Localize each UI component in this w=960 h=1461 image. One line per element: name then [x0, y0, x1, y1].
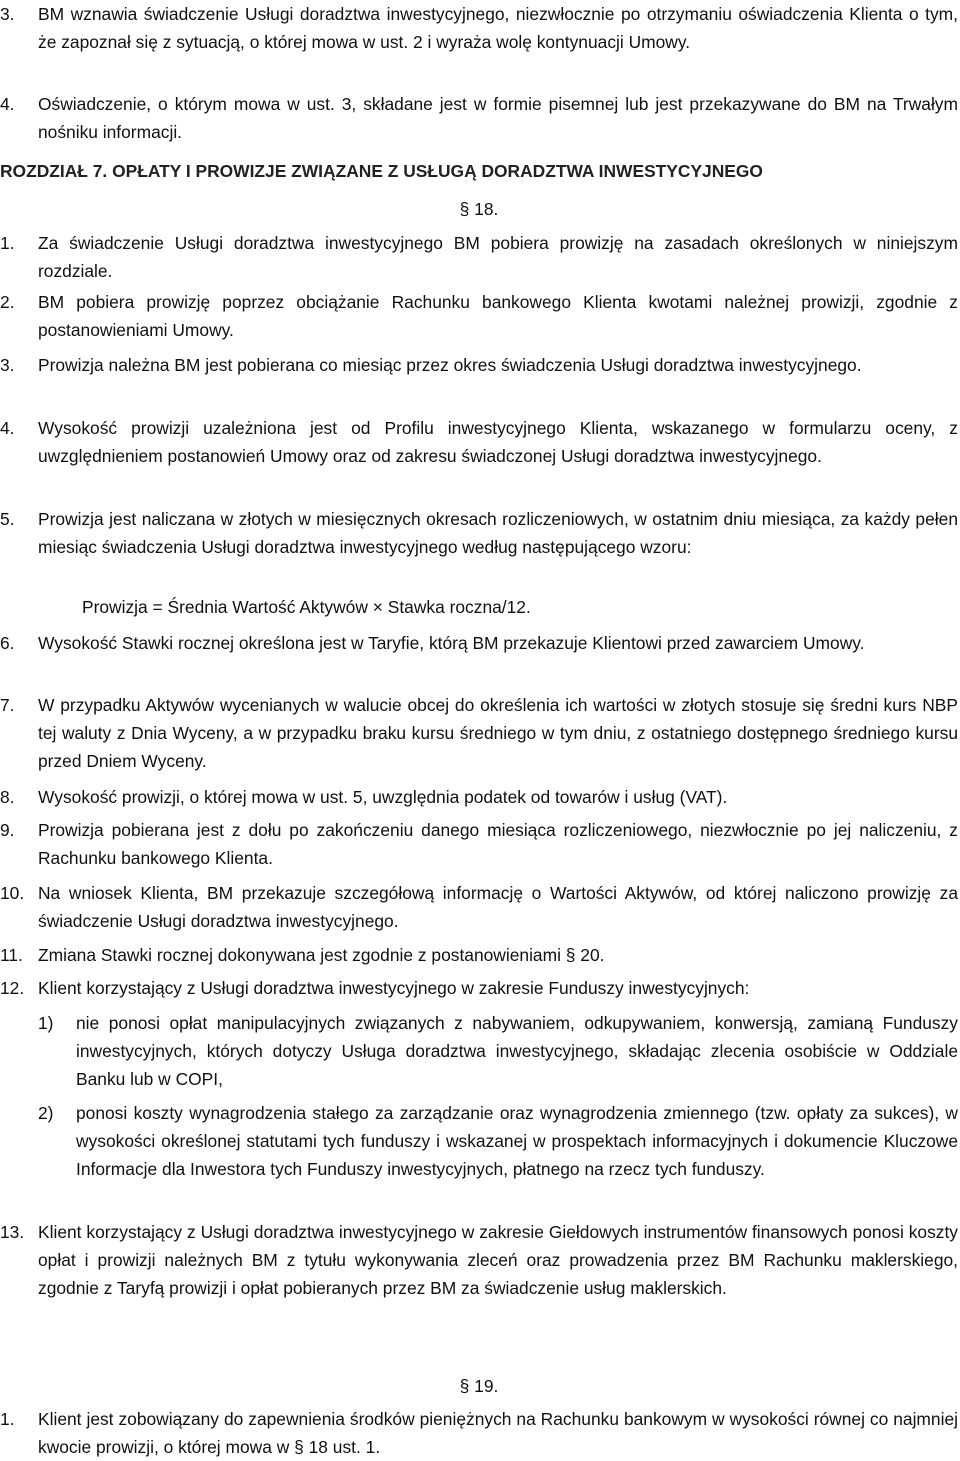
item-number: 6.	[0, 633, 15, 653]
sub-item-text: nie ponosi opłat manipulacyjnych związanych z nabywaniem, odkupywaniem, konwersją, zamianą Funduszy inwestycyjnych, których dotyczy Usługa doradztwa inwestycyjnego, składając zlecenia osobiście w Oddziale Banku lub w COPI,	[76, 1013, 958, 1090]
item-text: Zmiana Stawki rocznej dokonywana jest zgodnie z postanowieniami § 20.	[38, 945, 605, 965]
item-number: 9.	[0, 820, 15, 840]
list-item	[0, 229, 958, 285]
item-text: BM wznawia świadczenie Usługi doradztwa inwestycyjnego, niezwłocznie po otrzymaniu oświadczenia Klienta o tym, że zapoznał się z sytuacją, o której mowa w ust. 2 i wyraża wolę kontynuacji Umowy.	[38, 4, 958, 53]
chapter-heading: ROZDZIAŁ 7. OPŁATY I PROWIZJE ZWIĄZANE Z USŁUGĄ DORADZTWA INWESTYCYJNEGO	[0, 161, 763, 181]
formula: Prowizja = Średnia Wartość Aktywów × Stawka roczna/12.	[82, 597, 531, 617]
list-item	[0, 1218, 958, 1303]
list-item	[0, 974, 958, 1002]
list-item	[0, 288, 958, 344]
item-text: Klient korzystający z Usługi doradztwa inwestycyjnego w zakresie Giełdowych instrumentów finansowych ponosi koszty opłat i prowizji należnych BM z tytułu wykonywania zleceń oraz prowadzenia przez BM Rachunku maklerskiego, zgodnie z Taryfą prowizji i opłat pobieranych przez BM za świadczenie usług maklerskich.	[38, 1222, 958, 1299]
item-number: 7.	[0, 695, 15, 715]
list-item	[0, 1405, 958, 1461]
sub-list-item	[38, 1009, 958, 1094]
item-text: Prowizja jest naliczana w złotych w miesięcznych okresach rozliczeniowych, w ostatnim dniu miesiąca, za każdy pełen miesiąc świadczenia Usługi doradztwa inwestycyjnego według następującego wzoru:	[38, 509, 958, 558]
list-item	[0, 505, 958, 561]
list-item	[0, 414, 958, 470]
sub-item-text: ponosi koszty wynagrodzenia stałego za zarządzanie oraz wynagrodzenia zmiennego (tzw. opłaty za sukces), w wysokości określonej statutami tych funduszy i wskazanej w prospektach informacyjnych i dokumencie Kluczowe Informacje dla Inwestora tych Funduszy inwestycyjnych, płatnego na rzecz tych funduszy.	[76, 1103, 958, 1180]
item-text: Wysokość prowizji, o której mowa w ust. 5, uwzględnia podatek od towarów i usług (VAT).	[38, 787, 728, 807]
item-text: Oświadczenie, o którym mowa w ust. 3, składane jest w formie pisemnej lub jest przekazywane do BM na Trwałym nośniku informacji.	[38, 94, 958, 143]
list-item	[0, 629, 958, 657]
item-number: 3.	[0, 4, 15, 24]
item-number: 4.	[0, 94, 15, 114]
list-item	[0, 816, 958, 872]
list-item	[0, 691, 958, 776]
item-number: 12.	[0, 978, 25, 998]
item-number: 1.	[0, 233, 15, 253]
sub-item-number: 2)	[38, 1103, 54, 1123]
list-item	[0, 941, 958, 969]
item-number: 10.	[0, 883, 25, 903]
item-text: Prowizja pobierana jest z dołu po zakończeniu danego miesiąca rozliczeniowego, niezwłocznie po jej naliczeniu, z Rachunku bankowego Klienta.	[38, 820, 958, 869]
list-item	[0, 351, 958, 379]
item-text: Prowizja należna BM jest pobierana co miesiąc przez okres świadczenia Usługi doradztwa inwestycyjnego.	[38, 355, 862, 375]
item-number: 11.	[0, 945, 23, 965]
item-number: 8.	[0, 787, 15, 807]
item-text: Za świadczenie Usługi doradztwa inwestycyjnego BM pobiera prowizję na zasadach określonych w niniejszym rozdziale.	[38, 233, 958, 282]
item-text: BM pobiera prowizję poprzez obciążanie Rachunku bankowego Klienta kwotami należnej prowizji, zgodnie z postanowieniami Umowy.	[38, 292, 958, 341]
item-text: Klient korzystający z Usługi doradztwa inwestycyjnego w zakresie Funduszy inwestycyjnych:	[38, 978, 750, 998]
item-text: Wysokość prowizji uzależniona jest od Profilu inwestycyjnego Klienta, wskazanego w formularzu oceny, z uwzględnieniem postanowień Umowy oraz od zakresu świadczonej Usługi doradztwa inwestycyjnego.	[38, 418, 958, 467]
item-number: 13.	[0, 1222, 25, 1242]
list-item	[0, 879, 958, 935]
item-number: 2.	[0, 292, 15, 312]
item-text: Wysokość Stawki rocznej określona jest w Taryfie, którą BM przekazuje Klientowi przed zawarciem Umowy.	[38, 633, 865, 653]
item-text: Na wniosek Klienta, BM przekazuje szczegółową informację o Wartości Aktywów, od której naliczono prowizję za świadczenie Usługi doradztwa inwestycyjnego.	[38, 883, 958, 932]
item-text: W przypadku Aktywów wycenianych w walucie obcej do określenia ich wartości w złotych stosuje się średni kurs NBP tej waluty z Dnia Wyceny, a w przypadku braku kursu średniego w tym dniu, z ostatniego dostępnego średniego kursu przed Dniem Wyceny.	[38, 695, 958, 772]
section-heading: § 19.	[459, 1376, 499, 1396]
sub-item-number: 1)	[38, 1013, 54, 1033]
list-item	[0, 90, 958, 146]
item-number: 5.	[0, 509, 15, 529]
item-text: Klient jest zobowiązany do zapewnienia środków pieniężnych na Rachunku bankowym w wysokości równej co najmniej kwocie prowizji, o której mowa w § 18 ust. 1.	[38, 1409, 958, 1458]
item-number: 4.	[0, 418, 15, 438]
item-number: 3.	[0, 355, 15, 375]
sub-list-item	[38, 1099, 958, 1184]
list-item	[0, 0, 958, 56]
section-heading: § 18.	[459, 199, 499, 219]
list-item	[0, 783, 958, 811]
item-number: 1.	[0, 1409, 15, 1429]
